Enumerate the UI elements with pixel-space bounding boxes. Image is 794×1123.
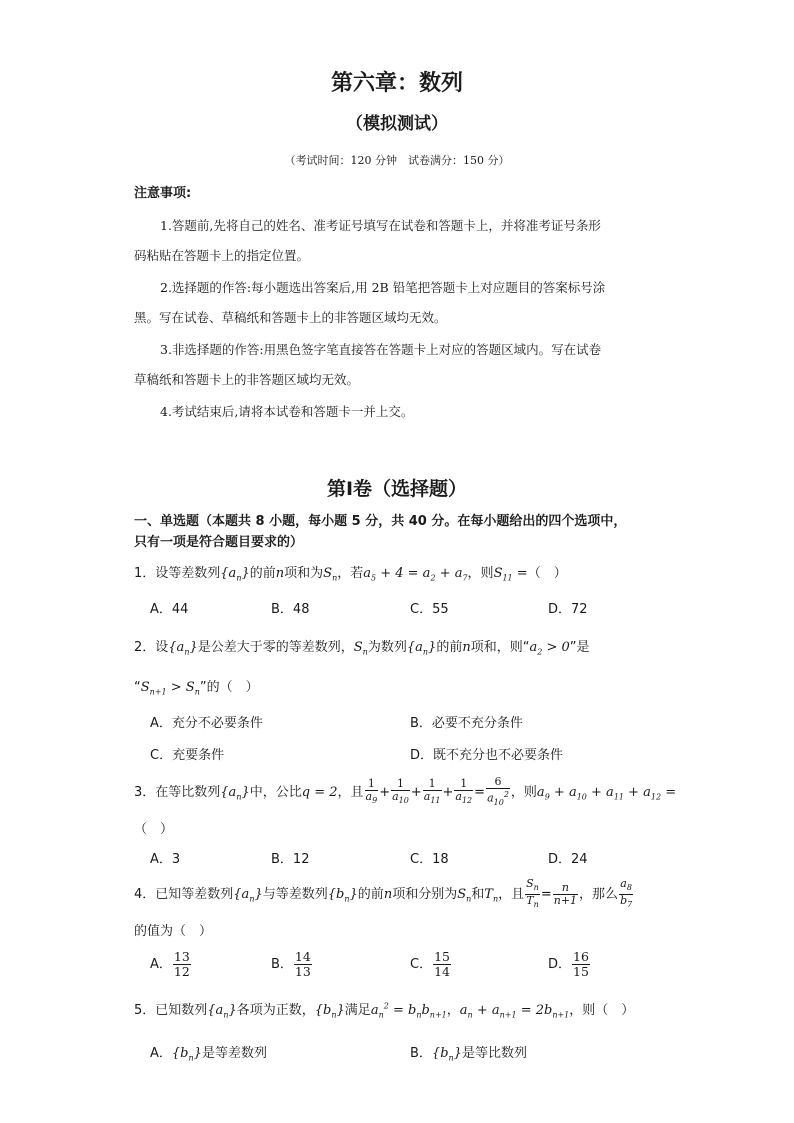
notice-item: 黑。写在试卷、草稿纸和答题卡上的非答题区域均无效。 (134, 310, 447, 325)
question-3: 3．在等比数列$\{a_n\}$中，公比q = 2，且 $\frac{1}{a_9}$ + $\frac{1}{a_{10}}$ + $\frac{1}{a_{11}}$ + $\frac{1}{a_{12}}$ = $\frac{6}{a_{10}^2}$ ，则$a_9 + a_{10} + a_{11} + a_{12}$ = (134, 775, 677, 807)
option-d: D．24 (548, 852, 588, 867)
option-d: D．72 (548, 602, 588, 617)
question-4: 4．已知等差数列$\{a_n\}$与等差数列$\{b_n\}$的前n项和分别为$S_n$和$T_n$，且 $\frac{S_n}{T_n}$ = $\frac{n}{n+1}$ ，那么 $\frac{a_8}{b_7}$ (134, 877, 633, 910)
part-heading: 只有一项是符合题目要求的） (134, 535, 304, 550)
notice-heading: 注意事项: (134, 186, 192, 201)
option-c: C． $\frac{15}{14}$ (410, 949, 450, 979)
notice-item: 3.非选择题的作答:用黑色签字笔直接答在答题卡上对应的答题区域内。写在试卷 (160, 342, 602, 357)
option-a: A．$\{b_n\}$是等差数列 (150, 1046, 267, 1063)
question-2-cont: “$S_{n+1} > S_n$”的（ ） (134, 680, 259, 697)
question-3-cont: （ ） (134, 822, 174, 837)
notice-item: 草稿纸和答题卡上的非答题区域均无效。 (134, 372, 360, 387)
exam-info: （考试时间：120 分钟 试卷满分：150 分） (284, 154, 510, 167)
option-c: C．充要条件 (150, 748, 225, 763)
question-2: 2．设$\{a_n\}$是公差大于零的等差数列，$S_n$为数列$\{a_n\}$的前n项和，则“$a_2 > 0$”是 (134, 640, 590, 657)
page-title: 第六章：数列 (330, 71, 463, 96)
notice-item: 1.答题前,先将自己的姓名、准考证号填写在试卷和答题卡上，并将准考证号条形 (160, 218, 601, 233)
part-heading: 一、单选题（本题共 8 小题，每小题 5 分，共 40 分。在每小题给出的四个选项中， (134, 514, 627, 529)
option-c: C．55 (410, 602, 449, 617)
question-5: 5．已知数列$\{a_n\}$各项为正数，$\{b_n\}$满足$a_n^2 = b_nb_{n+1}$，$a_n + a_{n+1} = 2b_{n+1}$，则（ ） (134, 1001, 635, 1020)
option-a: A． $\frac{13}{12}$ (150, 949, 190, 979)
section-title: 第Ⅰ卷（选择题） (326, 478, 468, 500)
option-a: A．44 (150, 602, 189, 617)
option-b: B．48 (271, 602, 310, 617)
option-d: D． $\frac{16}{15}$ (548, 949, 589, 979)
option-c: C．18 (410, 852, 449, 867)
option-b: B．12 (271, 852, 310, 867)
page-subtitle: （模拟测试） (346, 114, 448, 134)
option-a: A．充分不必要条件 (150, 716, 263, 731)
question-1: 1．设等差数列$\{a_n\}$的前n项和为$S_n$，若$a_5 + 4 = a_2 + a_7$，则$S_{11}$ =（ ） (134, 566, 567, 583)
option-b: B． $\frac{14}{13}$ (271, 949, 311, 979)
option-b: B．必要不充分条件 (410, 716, 523, 731)
option-d: D．既不充分也不必要条件 (410, 748, 564, 763)
notice-item: 码粘贴在答题卡上的指定位置。 (134, 248, 310, 263)
question-4-cont: 的值为（ ） (134, 924, 213, 939)
option-b: B．$\{b_n\}$是等比数列 (410, 1046, 527, 1063)
option-a: A．3 (150, 852, 181, 867)
notice-item: 4.考试结束后,请将本试卷和答题卡一并上交。 (160, 404, 414, 419)
notice-item: 2.选择题的作答:每小题选出答案后,用 2B 铅笔把答题卡上对应题目的答案标号涂 (160, 280, 606, 295)
